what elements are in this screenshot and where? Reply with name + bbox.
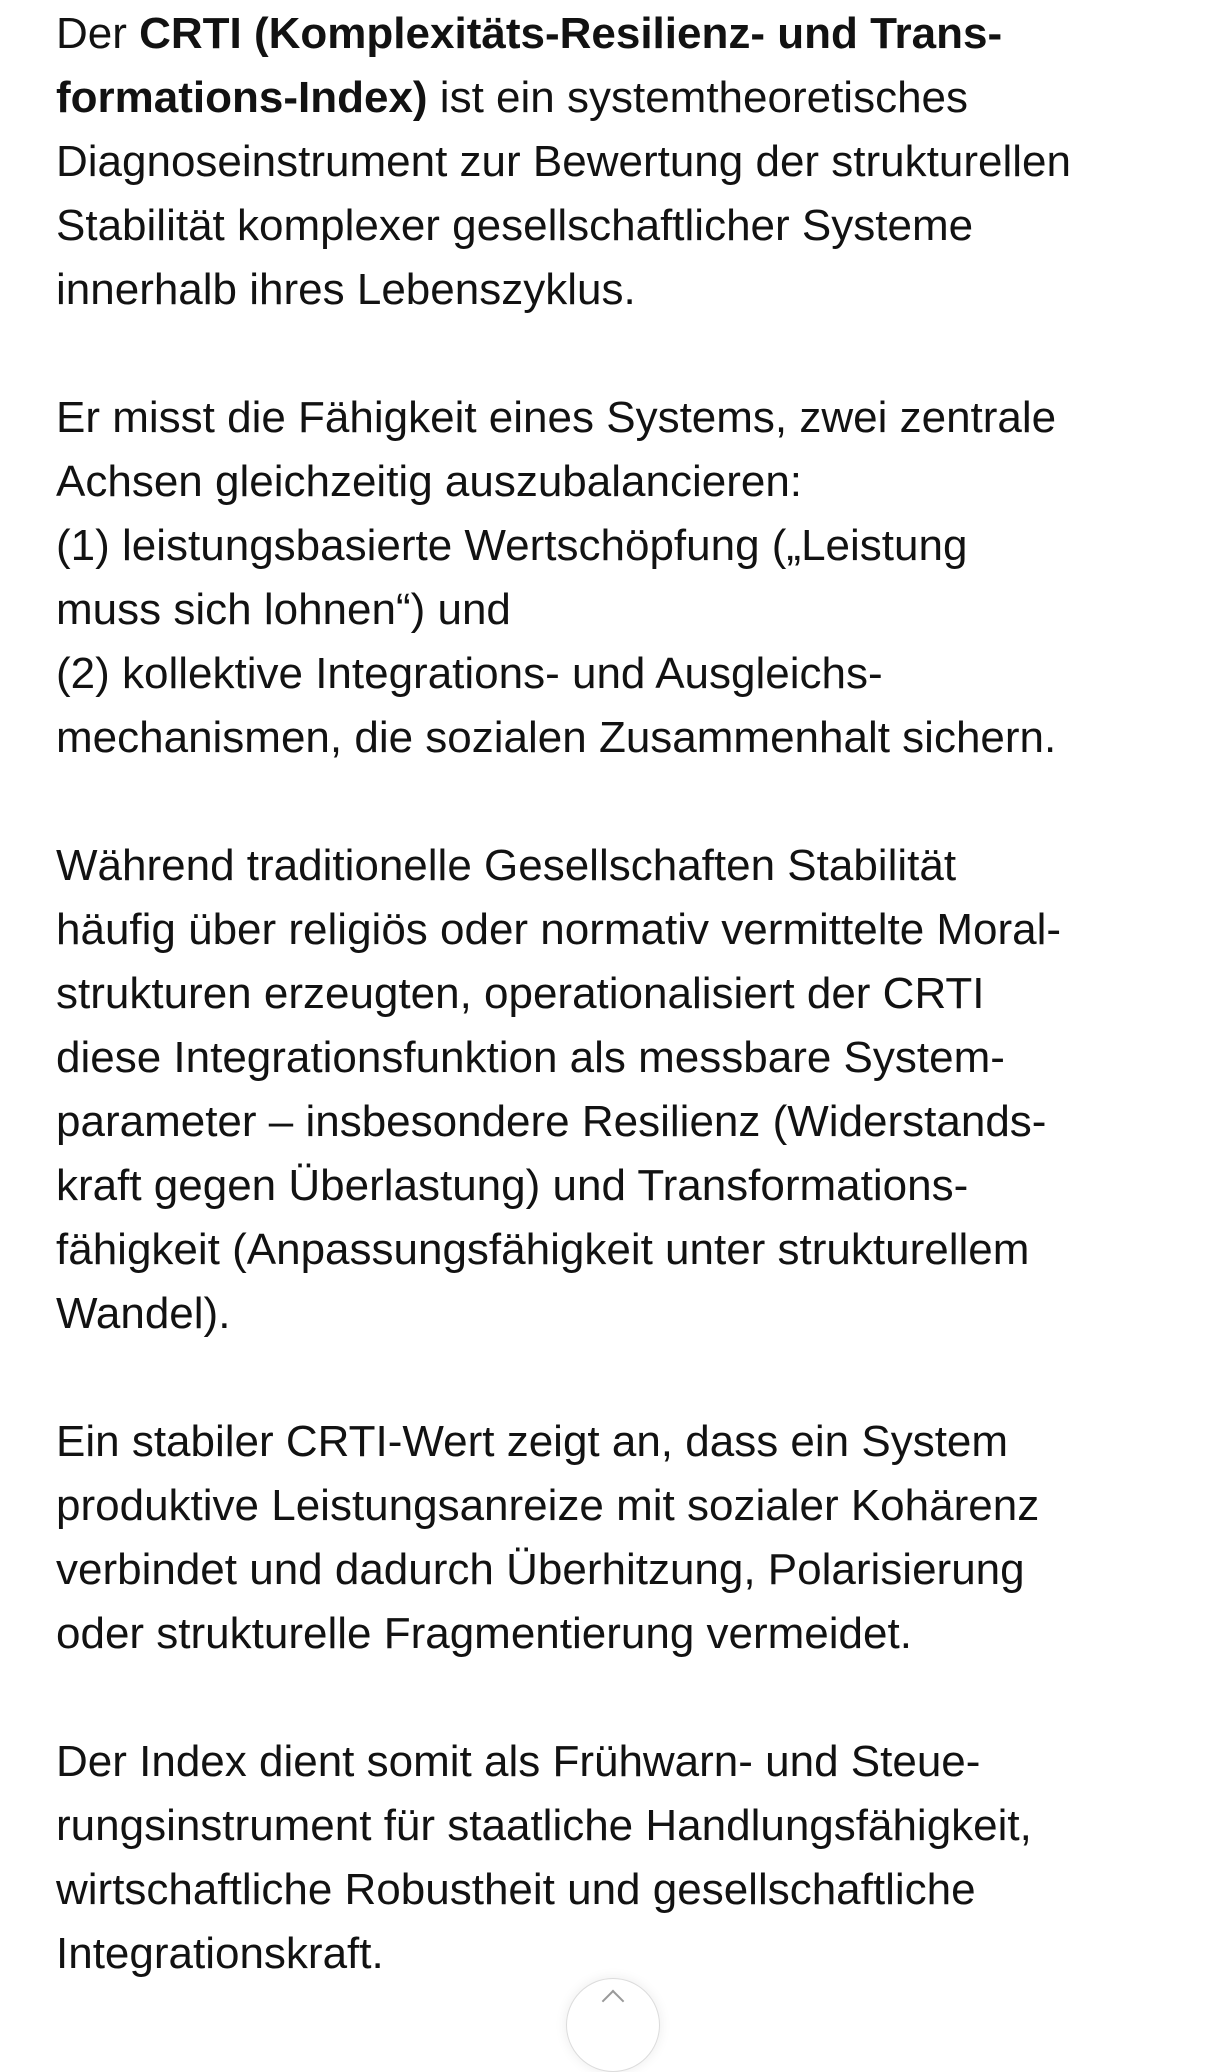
text-line: Der Index dient somit als Frühwarn- und Steue-	[56, 1737, 981, 1786]
text-line: muss sich lohnen“) und	[56, 585, 511, 634]
text-span: ist ein systemtheoretisches	[427, 73, 969, 122]
text-line	[56, 2, 1186, 66]
text-line: fähigkeit (Anpassungsfähigkeit unter strukturellem	[56, 1225, 1030, 1274]
text-line: Wandel).	[56, 1289, 231, 1338]
text-line: Ein stabiler CRTI-Wert zeigt an, dass ein System	[56, 1417, 1009, 1466]
text-line: wirtschaftliche Robustheit und gesellschaftliche	[56, 1865, 976, 1914]
text-line: Diagnoseinstrument zur Bewertung der strukturellen	[56, 137, 1071, 186]
text-line: Integrationskraft.	[56, 1929, 384, 1978]
text-line: diese Integrationsfunktion als messbare System-	[56, 1033, 1005, 1082]
text-line: Er misst die Fähigkeit eines Systems, zwei zentrale	[56, 393, 1057, 442]
text-line: (2) kollektive Integrations- und Ausgleichs-	[56, 649, 883, 698]
text-line: rungsinstrument für staatliche Handlungsfähigkeit,	[56, 1801, 1032, 1850]
bold-term: CRTI (Komplexitäts-Resilienz- und Trans-	[139, 9, 1003, 58]
text-line: parameter – insbesondere Resilienz (Widerstands-	[56, 1097, 1047, 1146]
chevron-up-icon[interactable]	[566, 1978, 660, 2072]
paragraph-conclusion	[56, 1730, 1186, 1986]
paragraph-traditional	[56, 834, 1186, 1346]
text-line: Stabilität komplexer gesellschaftlicher Systeme	[56, 201, 974, 250]
text-line: (1) leistungsbasierte Wertschöpfung („Leistung	[56, 521, 968, 570]
text-line: Achsen gleichzeitig auszubalancieren:	[56, 457, 803, 506]
text-line: kraft gegen Überlastung) und Transformations-	[56, 1161, 969, 1210]
text-line: oder strukturelle Fragmentierung vermeidet.	[56, 1609, 912, 1658]
paragraph-intro	[56, 2, 1186, 322]
text-line: häufig über religiös oder normativ vermittelte Moral-	[56, 905, 1062, 954]
text-line: produktive Leistungsanreize mit sozialer Kohärenz	[56, 1481, 1040, 1530]
text-line: strukturen erzeugten, operationalisiert der CRTI	[56, 969, 985, 1018]
paragraph-axes	[56, 386, 1186, 770]
text-line: innerhalb ihres Lebenszyklus.	[56, 265, 636, 314]
text-line: Während traditionelle Gesellschaften Stabilität	[56, 841, 957, 890]
article-body	[56, 2, 1186, 2050]
text-line	[56, 66, 1186, 130]
text-line: verbindet und dadurch Überhitzung, Polarisierung	[56, 1545, 1025, 1594]
text-line: mechanismen, die sozialen Zusammenhalt sichern.	[56, 713, 1057, 762]
text-span: Der	[56, 9, 140, 58]
bold-term: formations-Index)	[56, 73, 428, 122]
paragraph-stable-value	[56, 1410, 1186, 1666]
